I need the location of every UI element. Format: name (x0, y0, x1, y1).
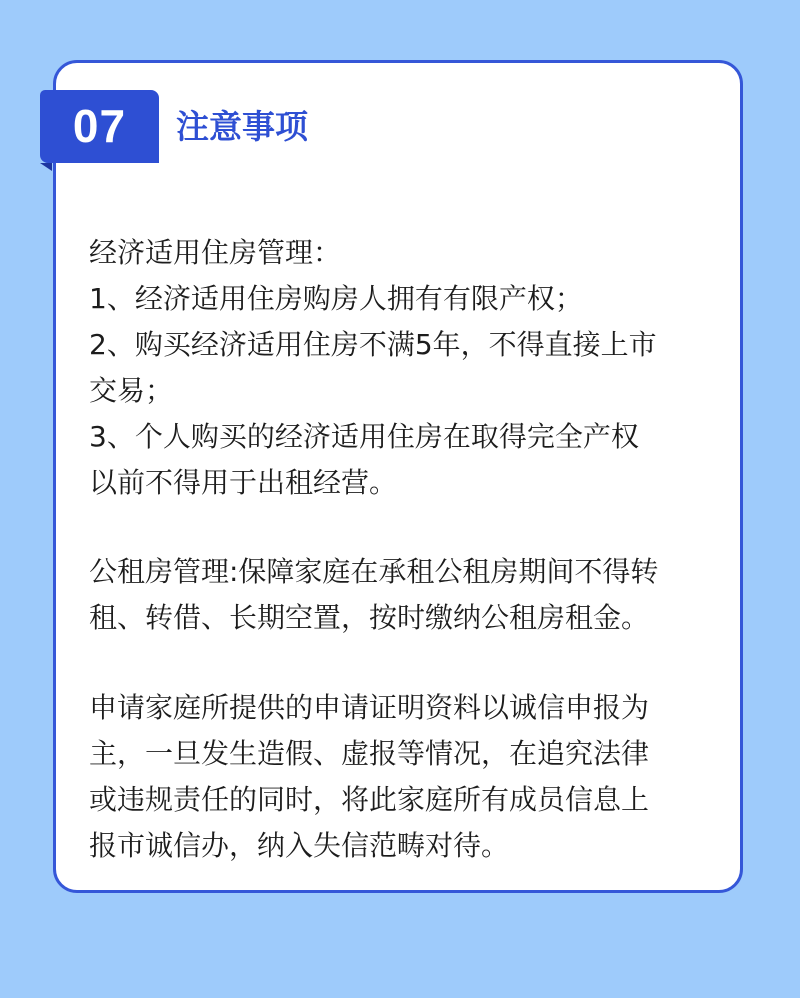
section-title: 注意事项 (176, 107, 308, 146)
paragraph-1-line: 经济适用住房管理： (89, 236, 342, 269)
badge-fold (40, 163, 52, 171)
section-number-badge: 07 (40, 90, 159, 163)
paragraph-3-line: 主，一旦发生造假、虚报等情况，在追究法律 (89, 737, 650, 770)
paragraph-1-line: 交易； (89, 374, 174, 407)
paragraph-1-line: 1、经济适用住房购房人拥有有限产权； (89, 282, 583, 315)
paragraph-1-line: 以前不得用于出租经营。 (89, 466, 398, 499)
paragraph-3-line: 申请家庭所提供的申请证明资料以诚信申报为 (89, 691, 650, 724)
paragraph-1-line: 2、购买经济适用住房不满5年，不得直接上市 (89, 328, 657, 361)
paragraph-2-line: 公租房管理:保障家庭在承租公租房期间不得转 (89, 555, 659, 588)
paragraph-2-line: 租、转借、长期空置，按时缴纳公租房租金。 (89, 601, 650, 634)
paragraph-3-line: 报市诚信办，纳入失信范畴对待。 (89, 829, 510, 862)
paragraph-1-line: 3、个人购买的经济适用住房在取得完全产权 (89, 420, 639, 453)
paragraph-3-line: 或违规责任的同时，将此家庭所有成员信息上 (89, 783, 650, 816)
